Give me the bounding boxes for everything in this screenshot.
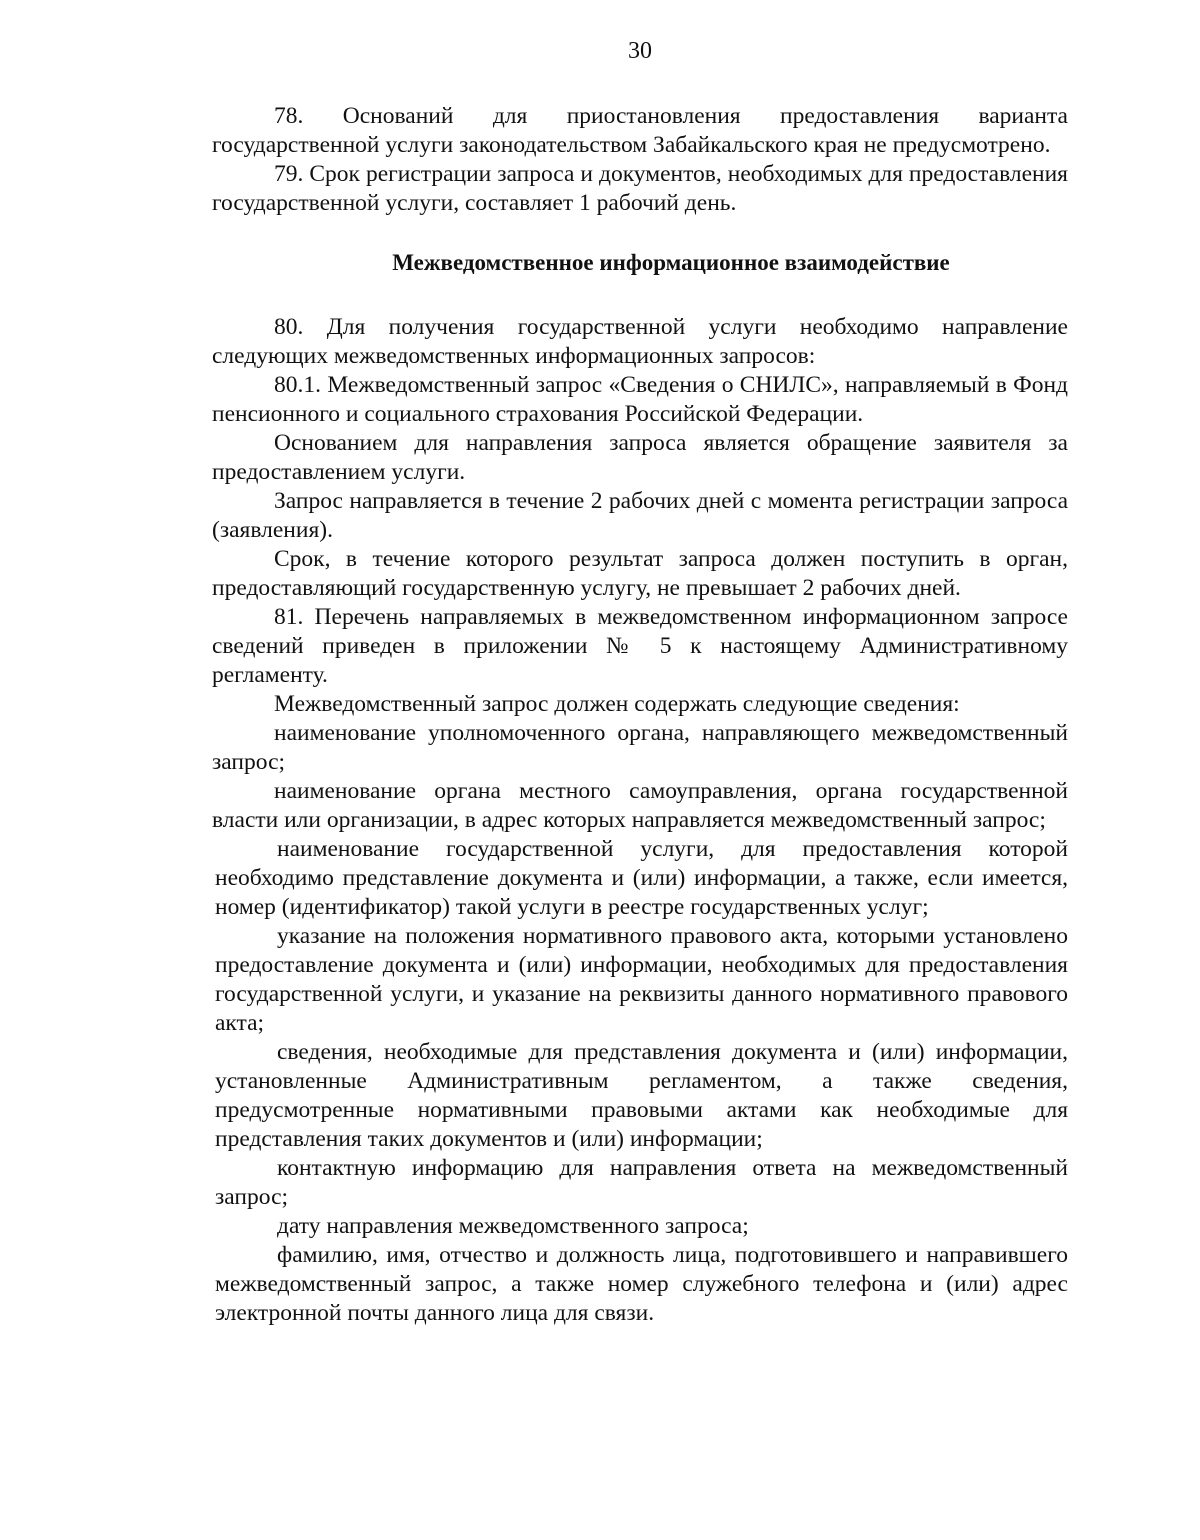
list-item: наименование государственной услуги, для предоставления которой необходимо представление документа и (или) информации, а также, если имеется, номер (идентификатор) такой услуги в реестре государственных услуг;	[215, 836, 1068, 920]
paragraph-result-deadline: Срок, в течение которого результат запроса должен поступить в орган, предоставляющий государственную услугу, не превышает 2 рабочих дней.	[212, 546, 1068, 601]
list-item: контактную информацию для направления ответа на межведомственный запрос;	[215, 1155, 1068, 1210]
list-item: сведения, необходимые для представления документа и (или) информации, установленные Административным регламентом, а также сведения, предусмотренные нормативными правовыми актами как необходимые для представления таких документов и (или) информации;	[215, 1039, 1068, 1152]
page-number: 30	[628, 38, 652, 64]
paragraph-basis: Основанием для направления запроса является обращение заявителя за предоставлением услуги.	[212, 430, 1068, 485]
list-item: наименование уполномоченного органа, направляющего межведомственный запрос;	[212, 720, 1068, 775]
paragraph-79: 79. Срок регистрации запроса и документов, необходимых для предоставления государственной услуги, составляет 1 рабочий день.	[212, 161, 1068, 216]
section-heading: Межведомственное информационное взаимодействие	[392, 250, 950, 275]
paragraph-80-1: 80.1. Межведомственный запрос «Сведения о СНИЛС», направляемый в Фонд пенсионного и социального страхования Российской Федерации.	[212, 372, 1068, 427]
paragraph-request-timing: Запрос направляется в течение 2 рабочих дней с момента регистрации запроса (заявления).	[212, 488, 1068, 543]
paragraph-request-contents: Межведомственный запрос должен содержать следующие сведения:	[274, 691, 960, 717]
document-body	[212, 102, 1068, 1328]
paragraph-78: 78. Оснований для приостановления предоставления варианта государственной услуги законодательством Забайкальского края не предусмотрено.	[212, 103, 1068, 158]
list-item: указание на положения нормативного правового акта, которыми установлено предоставление документа и (или) информации, необходимых для предоставления государственной услуги, и указание на реквизиты данного нормативного правового акта;	[215, 923, 1068, 1036]
paragraph-80: 80. Для получения государственной услуги необходимо направление следующих межведомственных информационных запросов:	[212, 314, 1068, 369]
list-item: дату направления межведомственного запроса;	[277, 1213, 749, 1239]
list-item: наименование органа местного самоуправления, органа государственной власти или организации, в адрес которых направляется межведомственный запрос;	[212, 778, 1068, 833]
list-item: фамилию, имя, отчество и должность лица, подготовившего и направившего межведомственный запрос, а также номер служебного телефона и (или) адрес электронной почты данного лица для связи.	[215, 1242, 1068, 1326]
paragraph-81: 81. Перечень направляемых в межведомственном информационном запросе сведений приведен в приложении № 5 к настоящему Административному регламенту.	[212, 604, 1068, 688]
